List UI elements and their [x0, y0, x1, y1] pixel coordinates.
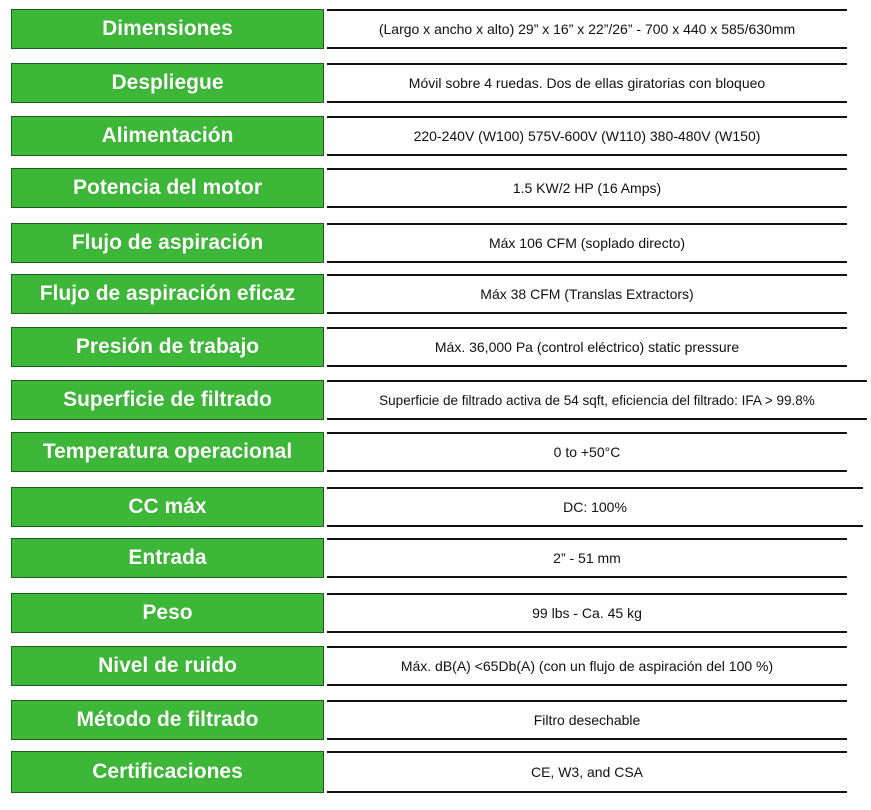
spec-value: Superficie de filtrado activa de 54 sqft, eficiencia del filtrado: IFA > 99.8% — [327, 380, 867, 420]
spec-value: Máx. dB(A) <65Db(A) (con un flujo de aspiración del 100 %) — [327, 646, 847, 686]
spec-label: CC máx — [11, 487, 324, 527]
spec-row-flujo-de-aspiracion-eficaz — [0, 274, 871, 314]
spec-row-alimentacion — [0, 116, 871, 156]
spec-row-certificaciones — [0, 751, 871, 793]
spec-row-temperatura-operacional — [0, 432, 871, 472]
spec-value: 0 to +50°C — [327, 432, 847, 472]
spec-value: Máx. 36,000 Pa (control eléctrico) static pressure — [327, 327, 847, 367]
spec-row-metodo-de-filtrado — [0, 700, 871, 740]
spec-row-entrada — [0, 538, 871, 578]
spec-label: Flujo de aspiración — [11, 223, 324, 263]
spec-value: (Largo x ancho x alto) 29” x 16” x 22”/26” - 700 x 440 x 585/630mm — [327, 9, 847, 49]
spec-row-dimensiones — [0, 9, 871, 49]
spec-value: DC: 100% — [327, 487, 863, 527]
spec-label: Dimensiones — [11, 9, 324, 49]
spec-row-despliegue — [0, 63, 871, 103]
spec-row-cc-max — [0, 487, 871, 527]
spec-row-nivel-de-ruido — [0, 646, 871, 686]
spec-label: Entrada — [11, 538, 324, 578]
spec-label: Alimentación — [11, 116, 324, 156]
spec-label: Peso — [11, 593, 324, 633]
spec-row-peso — [0, 593, 871, 633]
spec-label: Método de filtrado — [11, 700, 324, 740]
spec-label: Potencia del motor — [11, 168, 324, 208]
spec-value: CE, W3, and CSA — [327, 751, 847, 793]
spec-value: Filtro desechable — [327, 700, 847, 740]
spec-label: Despliegue — [11, 63, 324, 103]
spec-row-potencia-del-motor — [0, 168, 871, 208]
spec-value: 2” - 51 mm — [327, 538, 847, 578]
spec-value: Máx 106 CFM (soplado directo) — [327, 223, 847, 263]
spec-row-presion-de-trabajo — [0, 327, 871, 367]
spec-row-superficie-de-filtrado — [0, 380, 871, 420]
spec-value: Máx 38 CFM (Translas Extractors) — [327, 274, 847, 314]
spec-value: 99 lbs - Ca. 45 kg — [327, 593, 847, 633]
spec-value: 220-240V (W100) 575V-600V (W110) 380-480V (W150) — [327, 116, 847, 156]
spec-label: Certificaciones — [11, 751, 324, 793]
spec-value: 1.5 KW/2 HP (16 Amps) — [327, 168, 847, 208]
spec-label: Temperatura operacional — [11, 432, 324, 472]
spec-label: Superficie de filtrado — [11, 380, 324, 420]
spec-label: Nivel de ruido — [11, 646, 324, 686]
spec-row-flujo-de-aspiracion — [0, 223, 871, 263]
spec-label: Presión de trabajo — [11, 327, 324, 367]
spec-value: Móvil sobre 4 ruedas. Dos de ellas giratorias con bloqueo — [327, 63, 847, 103]
spec-label: Flujo de aspiración eficaz — [11, 274, 324, 314]
